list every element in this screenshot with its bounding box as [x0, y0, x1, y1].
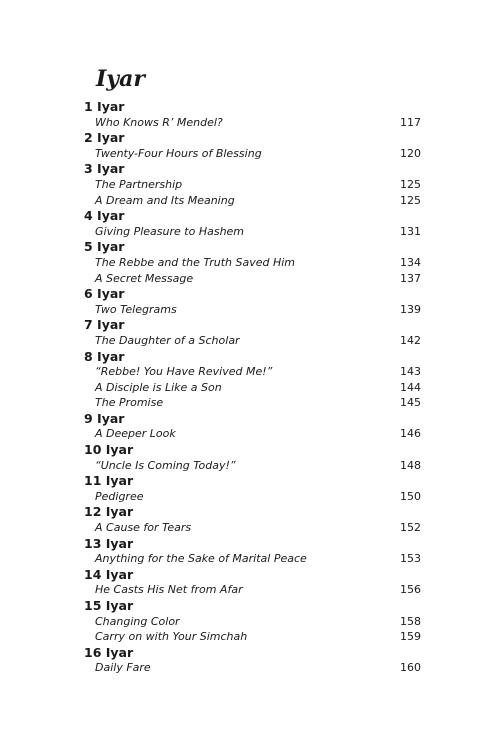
entry-title: He Casts His Net from Afar [95, 583, 243, 597]
entry-page-number: 148 [400, 458, 421, 472]
toc-entry [84, 177, 424, 193]
entry-page-number: 152 [400, 521, 421, 535]
day-heading: 7 Iyar [84, 317, 125, 333]
toc-entry [84, 271, 424, 287]
toc-entry [84, 489, 424, 505]
day-heading: 11 Iyar [84, 473, 134, 489]
entry-title: A Dream and Its Meaning [95, 193, 235, 207]
entry-page-number: 125 [400, 177, 421, 191]
entry-title: Changing Color [95, 614, 180, 628]
entry-title: Two Telegrams [95, 302, 177, 316]
entry-page-number: 158 [400, 614, 421, 628]
entry-title: The Daughter of a Scholar [95, 333, 240, 347]
toc-entry [84, 426, 424, 442]
entry-page-number: 160 [400, 661, 421, 675]
toc-entry [84, 146, 424, 162]
toc-entry [84, 614, 424, 630]
toc-entry [84, 629, 424, 645]
entry-page-number: 117 [400, 115, 421, 129]
day-heading: 1 Iyar [84, 99, 125, 114]
toc-entry [84, 224, 424, 240]
entry-title: Anything for the Sake of Marital Peace [95, 552, 307, 566]
day-heading: 4 Iyar [84, 208, 125, 224]
entry-page-number: 153 [400, 552, 421, 566]
entry-title: A Secret Message [95, 271, 194, 285]
entry-title: The Promise [95, 396, 164, 410]
entry-title: Twenty-Four Hours of Blessing [95, 146, 262, 160]
entry-page-number: 120 [400, 146, 421, 160]
entry-title: Pedigree [95, 489, 144, 503]
day-heading: 2 Iyar [84, 130, 125, 146]
entry-title: A Disciple is Like a Son [95, 380, 222, 394]
entry-title: A Deeper Look [95, 427, 176, 441]
table-of-contents [84, 99, 424, 676]
page-title: Iyar [96, 66, 145, 92]
toc-entry [84, 520, 424, 536]
toc-entry [84, 364, 424, 380]
entry-title: Daily Fare [95, 661, 151, 675]
entry-page-number: 142 [400, 333, 421, 347]
day-heading: 6 Iyar [84, 286, 125, 302]
entry-title: The Rebbe and the Truth Saved Him [95, 255, 295, 269]
toc-entry [84, 380, 424, 396]
entry-page-number: 146 [400, 427, 421, 441]
day-heading: 13 Iyar [84, 535, 134, 551]
day-heading: 15 Iyar [84, 598, 134, 613]
day-heading: 12 Iyar [84, 504, 134, 520]
toc-entry [84, 660, 424, 676]
toc-entry [84, 255, 424, 271]
toc-entry [84, 582, 424, 598]
entry-page-number: 125 [400, 193, 421, 207]
entry-page-number: 159 [400, 630, 421, 644]
day-heading: 9 Iyar [84, 410, 125, 426]
entry-page-number: 134 [400, 255, 421, 269]
toc-entry [84, 193, 424, 209]
entry-title: Giving Pleasure to Hashem [95, 224, 245, 238]
day-heading: 14 Iyar [84, 566, 134, 582]
toc-entry [84, 333, 424, 349]
toc-entry [84, 395, 424, 411]
entry-page-number: 139 [400, 302, 421, 316]
toc-entry [84, 458, 424, 474]
entry-title: A Cause for Tears [95, 521, 192, 535]
entry-title: “Uncle Is Coming Today!” [95, 458, 236, 472]
day-heading: 10 Iyar [84, 442, 134, 458]
entry-page-number: 144 [400, 380, 421, 394]
entry-page-number: 150 [400, 489, 421, 503]
entry-page-number: 143 [400, 365, 421, 379]
day-heading: 5 Iyar [84, 239, 125, 255]
entry-page-number: 145 [400, 396, 421, 410]
entry-title: “Rebbe! You Have Revived Me!” [95, 365, 273, 379]
entry-page-number: 137 [400, 271, 421, 285]
day-heading: 8 Iyar [84, 348, 125, 364]
day-heading: 3 Iyar [84, 161, 125, 177]
day-heading: 16 Iyar [84, 644, 134, 660]
entry-title: Carry on with Your Simchah [95, 630, 248, 644]
entry-title: The Partnership [95, 177, 183, 191]
toc-entry [84, 551, 424, 567]
entry-title: Who Knows R’ Mendel? [95, 115, 223, 129]
entry-page-number: 156 [400, 583, 421, 597]
entry-page-number: 131 [400, 224, 421, 238]
toc-entry [84, 115, 424, 131]
toc-entry [84, 302, 424, 318]
